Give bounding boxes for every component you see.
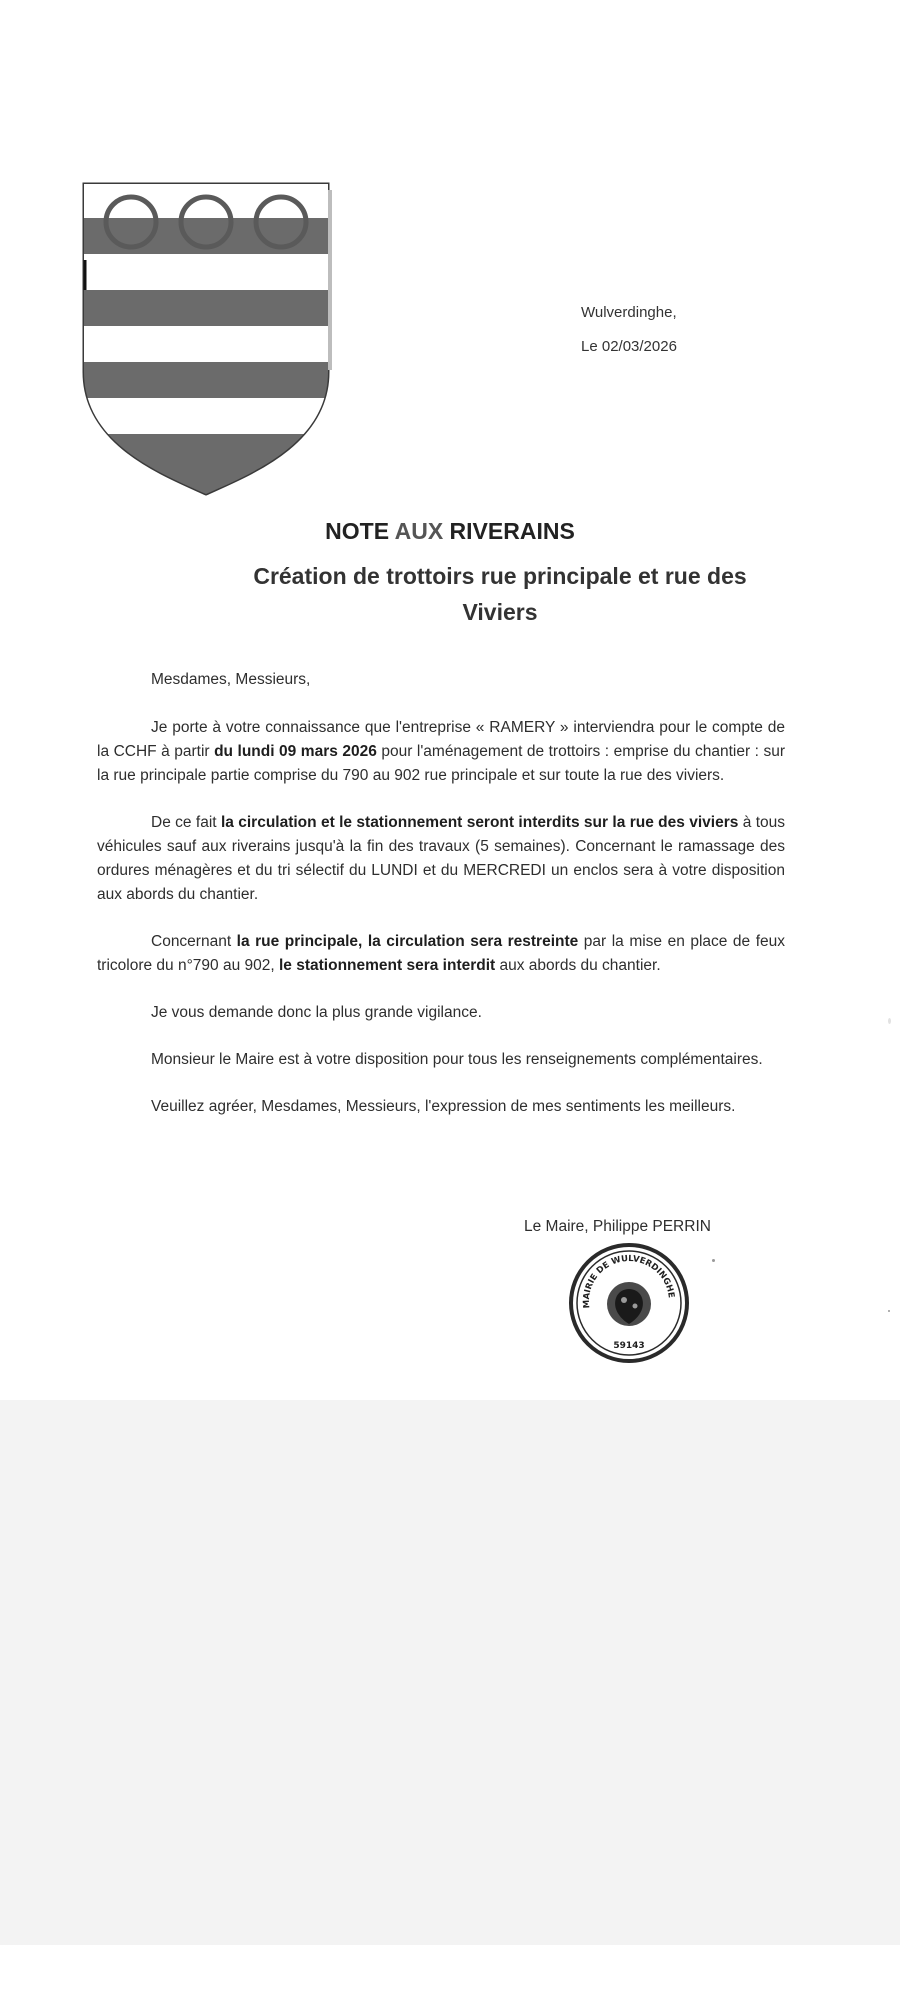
letter-place: Wulverdinghe, <box>581 304 677 321</box>
scan-speck <box>712 1259 715 1262</box>
stamp-lettering: MAIRIE DE WULVERDINGHE <box>581 1254 676 1309</box>
letter-date: Le 02/03/2026 <box>581 338 677 355</box>
letter-body <box>97 668 785 1142</box>
p3-text-e: aux abords du chantier. <box>495 957 661 974</box>
title-part-1: NOTE <box>325 518 395 544</box>
title-part-3: RIVERAINS <box>443 518 575 544</box>
p2-text-a: De ce fait <box>151 814 221 831</box>
paragraph-1 <box>97 716 785 788</box>
title-part-2: AUX <box>394 518 444 544</box>
scan-speck <box>888 1310 890 1312</box>
p1-text-a: Je porte à votre connaissance que l'entreprise « RAMERY » interviendra pour le compte de la CCHF à partir <box>97 719 785 760</box>
paragraph-4: Je vous demande donc la plus grande vigilance. <box>151 1004 482 1021</box>
greeting: Mesdames, Messieurs, <box>151 671 311 688</box>
page-background-area <box>0 1400 900 1945</box>
paragraph-2 <box>97 811 785 907</box>
p1-text-c: pour l'aménagement de trottoirs : emprise du chantier : sur la rue principale partie comprise du 790 au 902 rue principale et sur toute la rue des viviers. <box>97 743 785 784</box>
p3-bold-1: la rue principale, la circulation sera restreinte <box>236 933 579 950</box>
letter-title <box>0 518 900 545</box>
scan-speck <box>888 1018 891 1024</box>
stamp-number: 59143 <box>613 1341 645 1351</box>
paragraph-5: Monsieur le Maire est à votre disposition pour tous les renseignements complémentaires. <box>151 1051 763 1068</box>
paragraph-6: Veuillez agréer, Mesdames, Messieurs, l'expression de mes sentiments les meilleurs. <box>151 1098 736 1115</box>
mairie-stamp-icon <box>566 1240 692 1366</box>
paragraph-3 <box>97 930 785 978</box>
letter-subtitle: Création de trottoirs rue principale et rue des Viviers <box>253 563 747 625</box>
coat-of-arms-icon <box>80 182 332 498</box>
signature-name: Le Maire, Philippe PERRIN <box>524 1218 711 1235</box>
p3-bold-2: le stationnement sera interdit <box>279 957 496 974</box>
p1-bold-date: du lundi 09 mars 2026 <box>214 743 377 760</box>
p3-text-a: Concernant <box>151 933 237 950</box>
p2-bold: la circulation et le stationnement seront interdits sur la rue des viviers <box>220 814 739 831</box>
p3-text-c: par la mise en place de feux tricolore du n°790 au 902, <box>97 933 785 974</box>
p2-text-c: à tous véhicules sauf aux riverains jusqu'à la fin des travaux (5 semaines). Concernant le ramassage des ordures ménagères et du tri sélectif du LUNDI et du MERCREDI un enclos sera à votre disposition aux abords du chantier. <box>97 814 786 903</box>
